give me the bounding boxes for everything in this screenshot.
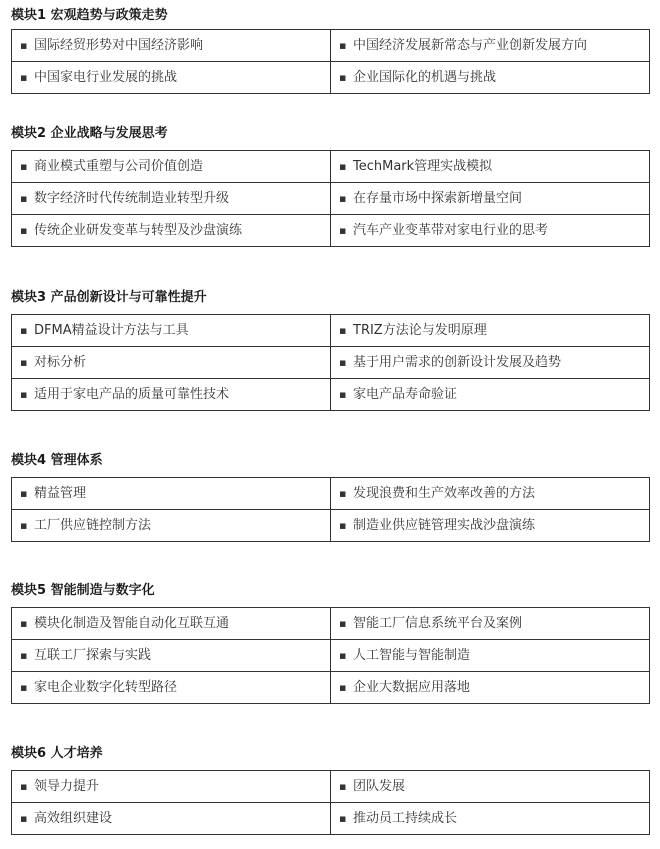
bullet-icon: ▪ bbox=[20, 680, 28, 694]
topic-cell bbox=[331, 608, 650, 640]
module-table bbox=[11, 770, 650, 835]
topic-label: TechMark管理实战模拟 bbox=[353, 158, 493, 174]
bullet-icon: ▪ bbox=[20, 323, 28, 337]
topic-cell bbox=[12, 771, 331, 803]
table-row bbox=[12, 30, 650, 62]
topic-cell bbox=[331, 478, 650, 510]
bullet-icon: ▪ bbox=[20, 648, 28, 662]
topic-label: 中国经济发展新常态与产业创新发展方向 bbox=[353, 37, 588, 53]
bullet-icon: ▪ bbox=[339, 159, 347, 173]
topic-label: 基于用户需求的创新设计发展及趋势 bbox=[353, 354, 562, 370]
bullet-icon: ▪ bbox=[20, 70, 28, 84]
topic-cell bbox=[12, 215, 331, 247]
topic-cell bbox=[12, 672, 331, 704]
topic-label: 智能工厂信息系统平台及案例 bbox=[353, 615, 523, 631]
topic-cell bbox=[331, 771, 650, 803]
topic-label: TRIZ方法论与发明原理 bbox=[353, 322, 487, 338]
topic-label: 企业国际化的机遇与挑战 bbox=[353, 69, 497, 85]
module-title: 模块2 企业战略与发展思考 bbox=[11, 126, 168, 141]
topic-cell bbox=[331, 30, 650, 62]
topic-cell bbox=[331, 347, 650, 379]
table-row bbox=[12, 62, 650, 94]
topic-label: 高效组织建设 bbox=[34, 810, 113, 826]
module-title: 模块3 产品创新设计与可靠性提升 bbox=[11, 290, 207, 305]
topic-label: 推动员工持续成长 bbox=[353, 810, 458, 826]
topic-label: 制造业供应链管理实战沙盘演练 bbox=[353, 517, 536, 533]
module-title: 模块5 智能制造与数字化 bbox=[11, 583, 155, 598]
module-table bbox=[11, 607, 650, 704]
bullet-icon: ▪ bbox=[339, 680, 347, 694]
topic-label: 传统企业研发变革与转型及沙盘演练 bbox=[34, 222, 243, 238]
table-row bbox=[12, 379, 650, 411]
topic-label: 企业大数据应用落地 bbox=[353, 679, 471, 695]
topic-cell bbox=[12, 803, 331, 835]
topic-cell bbox=[331, 672, 650, 704]
module-title: 模块6 人才培养 bbox=[11, 746, 103, 761]
topic-label: 团队发展 bbox=[353, 778, 406, 794]
bullet-icon: ▪ bbox=[339, 38, 347, 52]
bullet-icon: ▪ bbox=[339, 70, 347, 84]
bullet-icon: ▪ bbox=[339, 616, 347, 630]
bullet-icon: ▪ bbox=[339, 518, 347, 532]
topic-label: 国际经贸形势对中国经济影响 bbox=[34, 37, 204, 53]
topic-cell bbox=[331, 803, 650, 835]
topic-label: 家电企业数字化转型路径 bbox=[34, 679, 178, 695]
topic-label: 工厂供应链控制方法 bbox=[34, 517, 152, 533]
table-row bbox=[12, 771, 650, 803]
table-row bbox=[12, 640, 650, 672]
table-row bbox=[12, 347, 650, 379]
topic-label: 适用于家电产品的质量可靠性技术 bbox=[34, 386, 230, 402]
topic-cell bbox=[12, 478, 331, 510]
topic-cell bbox=[12, 62, 331, 94]
bullet-icon: ▪ bbox=[339, 486, 347, 500]
topic-cell bbox=[12, 151, 331, 183]
topic-label: 汽车产业变革带对家电行业的思考 bbox=[353, 222, 549, 238]
bullet-icon: ▪ bbox=[339, 323, 347, 337]
table-row bbox=[12, 608, 650, 640]
topic-cell bbox=[12, 315, 331, 347]
topic-label: 人工智能与智能制造 bbox=[353, 647, 471, 663]
module-table bbox=[11, 314, 650, 411]
topic-label: 对标分析 bbox=[34, 354, 87, 370]
table-row bbox=[12, 672, 650, 704]
topic-label: 中国家电行业发展的挑战 bbox=[34, 69, 178, 85]
bullet-icon: ▪ bbox=[20, 811, 28, 825]
bullet-icon: ▪ bbox=[20, 191, 28, 205]
table-row bbox=[12, 478, 650, 510]
topic-label: 模块化制造及智能自动化互联互通 bbox=[34, 615, 230, 631]
topic-cell bbox=[331, 215, 650, 247]
module-table bbox=[11, 29, 650, 94]
topic-cell bbox=[12, 30, 331, 62]
topic-label: 精益管理 bbox=[34, 485, 87, 501]
topic-cell bbox=[12, 347, 331, 379]
topic-cell bbox=[12, 379, 331, 411]
module-table bbox=[11, 150, 650, 247]
topic-label: DFMA精益设计方法与工具 bbox=[34, 322, 189, 338]
module-title: 模块4 管理体系 bbox=[11, 453, 103, 468]
bullet-icon: ▪ bbox=[339, 387, 347, 401]
bullet-icon: ▪ bbox=[20, 486, 28, 500]
bullet-icon: ▪ bbox=[20, 616, 28, 630]
topic-label: 领导力提升 bbox=[34, 778, 100, 794]
bullet-icon: ▪ bbox=[339, 811, 347, 825]
topic-cell bbox=[12, 510, 331, 542]
bullet-icon: ▪ bbox=[339, 223, 347, 237]
bullet-icon: ▪ bbox=[20, 518, 28, 532]
bullet-icon: ▪ bbox=[20, 387, 28, 401]
bullet-icon: ▪ bbox=[20, 223, 28, 237]
bullet-icon: ▪ bbox=[339, 191, 347, 205]
topic-label: 商业模式重塑与公司价值创造 bbox=[34, 158, 204, 174]
bullet-icon: ▪ bbox=[339, 355, 347, 369]
topic-cell bbox=[331, 183, 650, 215]
table-row bbox=[12, 510, 650, 542]
topic-cell bbox=[12, 183, 331, 215]
topic-cell bbox=[331, 151, 650, 183]
topic-label: 互联工厂探索与实践 bbox=[34, 647, 152, 663]
bullet-icon: ▪ bbox=[20, 355, 28, 369]
topic-cell bbox=[331, 315, 650, 347]
table-row bbox=[12, 315, 650, 347]
topic-label: 发现浪费和生产效率改善的方法 bbox=[353, 485, 536, 501]
topic-label: 家电产品寿命验证 bbox=[353, 386, 458, 402]
module-title: 模块1 宏观趋势与政策走势 bbox=[11, 8, 168, 23]
bullet-icon: ▪ bbox=[339, 779, 347, 793]
topic-cell bbox=[331, 62, 650, 94]
topic-cell bbox=[12, 640, 331, 672]
topic-cell bbox=[12, 608, 331, 640]
bullet-icon: ▪ bbox=[20, 779, 28, 793]
table-row bbox=[12, 803, 650, 835]
topic-cell bbox=[331, 640, 650, 672]
table-row bbox=[12, 151, 650, 183]
topic-label: 在存量市场中探索新增量空间 bbox=[353, 190, 523, 206]
bullet-icon: ▪ bbox=[20, 159, 28, 173]
module-table bbox=[11, 477, 650, 542]
topic-label: 数字经济时代传统制造业转型升级 bbox=[34, 190, 230, 206]
bullet-icon: ▪ bbox=[339, 648, 347, 662]
topic-cell bbox=[331, 379, 650, 411]
bullet-icon: ▪ bbox=[20, 38, 28, 52]
table-row bbox=[12, 215, 650, 247]
topic-cell bbox=[331, 510, 650, 542]
table-row bbox=[12, 183, 650, 215]
